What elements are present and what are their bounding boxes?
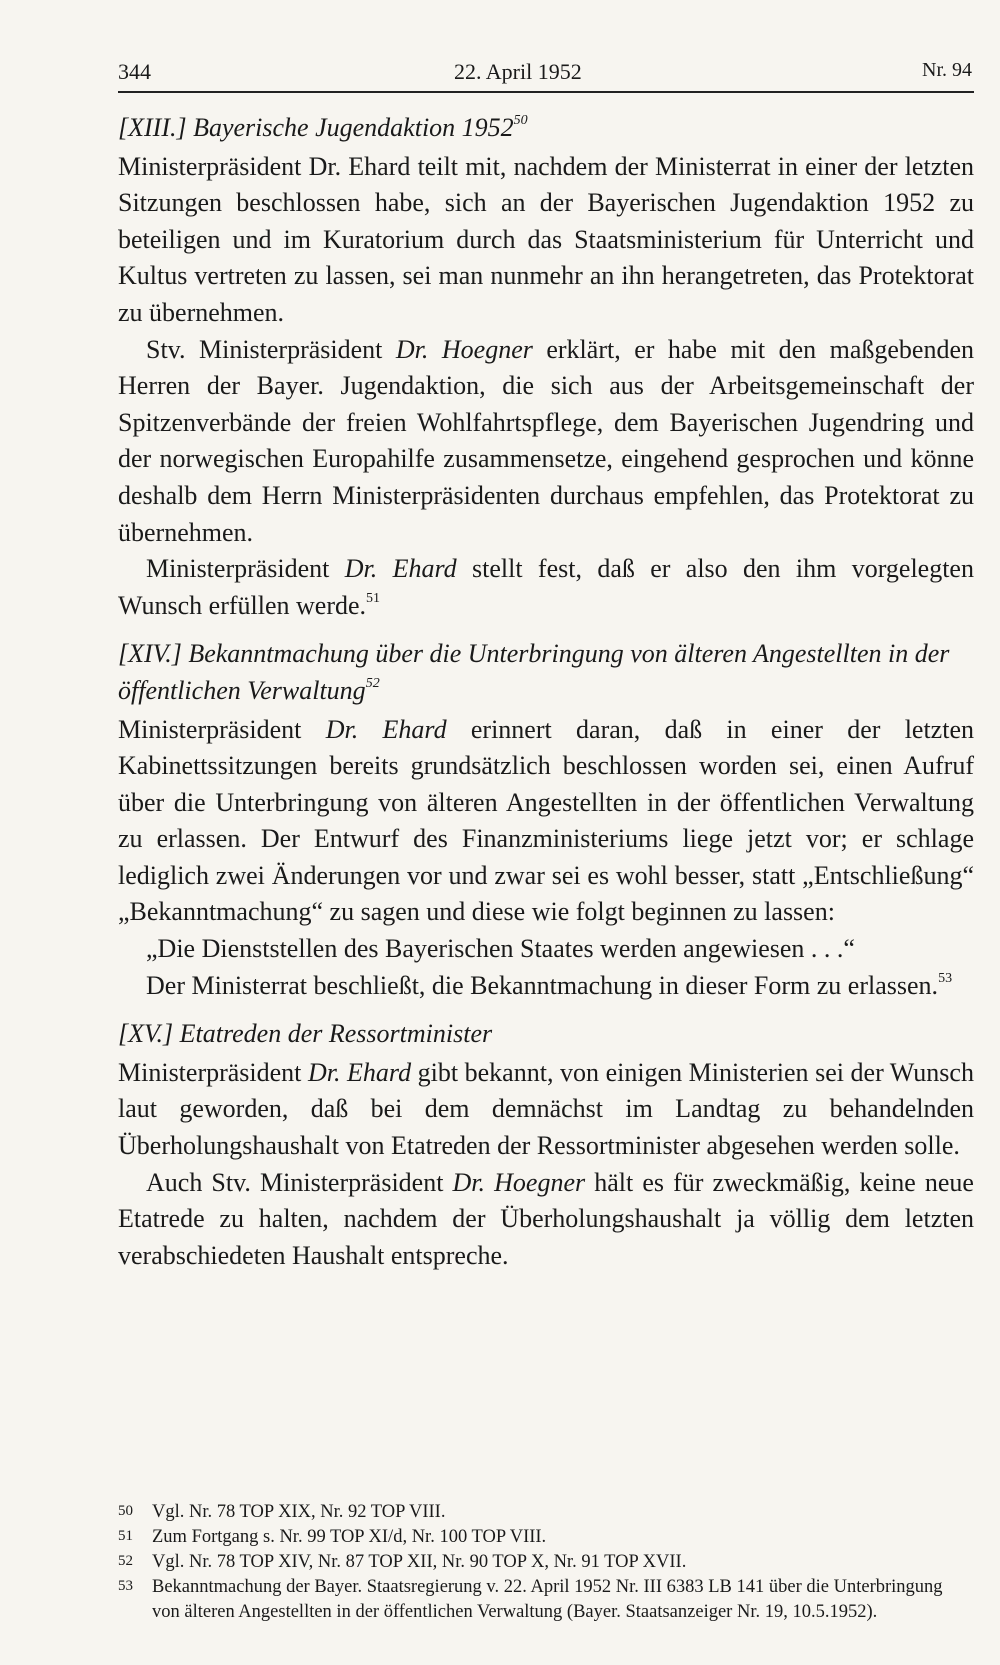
- section-heading-xv: [XV.] Etatreden der Ressortminister: [118, 1019, 493, 1049]
- footnote-ref: 53: [938, 971, 953, 986]
- footnote-ref: 52: [365, 676, 380, 692]
- footnote: 51 Zum Fortgang s. Nr. 99 TOP XI/d, Nr. 100 TOP VIII.: [118, 1527, 547, 1547]
- quotation: „Die Dienststellen des Bayerischen Staates werden angewiesen . . .“: [146, 934, 855, 964]
- paragraph: Auch Stv. Ministerpräsident Dr. Hoegner hält es für zweckmäßig, keine neue Etatrede zu halten, nachdem der Überholungshaushalt ja völlig dem letzten verabschiedeten Haushalt entspreche.: [118, 1167, 974, 1270]
- paragraph: Ministerpräsident Dr. Ehard teilt mit, nachdem der Ministerrat in einer der letzten Sitzungen beschlossen habe, sich an der Bayerischen Jugendaktion 1952 zu beteiligen und im Kuratorium durch das Staatsministerium für Unterricht und Kultus vertreten zu lassen, sei man nunmehr an ihn herangetreten, das Protektorat zu übernehmen.: [118, 151, 974, 327]
- paragraph: Ministerpräsident Dr. Ehard gibt bekannt, von einigen Ministerien sei der Wunsch laut geworden, daß bei dem demnächst im Landtag zu behandelnden Überholungshaushalt von Etatreden der Ressortminister abgesehen werden solle.: [118, 1057, 974, 1161]
- footnotes: [118, 1500, 974, 1625]
- footnote-ref: 51: [366, 591, 381, 607]
- header-date: 22. April 1952: [454, 59, 582, 84]
- footnote: 53 Bekanntmachung der Bayer. Staatsregierung v. 22. April 1952 Nr. III 6383 LB 141 über die Unterbringung von älteren Angestellten in der öffentlichen Verwaltung (Bayer. Staatsanzeiger Nr. 19, 10.5.1952).: [118, 1577, 943, 1622]
- paragraph: Ministerpräsident Dr. Ehard stellt fest, daß er also den ihm vorgelegten Wunsch erfüllen werde.$^{51}$: [118, 554, 974, 620]
- paragraph: Stv. Ministerpräsident Dr. Hoegner erklärt, er habe mit den maßgebenden Herren der Bayer. Jugendaktion, die sich aus der Arbeitsgemeinschaft der Spitzenverbände der freien Wohlfahrtspflege, dem Bayerischen Jugendring und der norwegischen Europahilfe zusammensetze, eingehend gesprochen und könne deshalb dem Herrn Ministerpräsidenten durchaus empfehlen, das Protektorat zu übernehmen.: [118, 334, 975, 547]
- main-text: [118, 110, 974, 1274]
- section-heading-xiv: [XIV.] Bekanntmachung über die Unterbringung von älteren Angestellten in der öffentlichen Verwaltung$^{52}$: [118, 639, 950, 705]
- section-heading-xiii: [XIII.] Bayerische Jugendaktion 1952$^{50}$: [118, 113, 528, 142]
- footnote: 50 Vgl. Nr. 78 TOP XIX, Nr. 92 TOP VIII.: [118, 1502, 446, 1522]
- header-issue-number: Nr. 94: [922, 59, 972, 81]
- footnote: 52 Vgl. Nr. 78 TOP XIV, Nr. 87 TOP XII, Nr. 90 TOP X, Nr. 91 TOP XVII.: [118, 1552, 687, 1572]
- paragraph: Ministerpräsident Dr. Ehard erinnert daran, daß in einer der letzten Kabinettssitzungen bereits grundsätzlich beschlossen worden sei, einen Aufruf über die Unterbringung von älteren Angestellten in der öffentlichen Verwaltung zu erlassen. Der Entwurf des Finanzministeriums liege jetzt vor; er schlage lediglich zwei Änderungen vor und zwar sei es wohl besser, statt „Entschließung“ „Bekanntmachung“ zu sagen und diese wie folgt beginnen zu lassen:: [118, 714, 974, 927]
- page-number: 344: [118, 59, 151, 84]
- footnote-ref: 50: [513, 113, 528, 129]
- paragraph: Der Ministerrat beschließt, die Bekanntmachung in dieser Form zu erlassen.$^{53}$: [146, 970, 953, 1000]
- running-header: [118, 55, 974, 93]
